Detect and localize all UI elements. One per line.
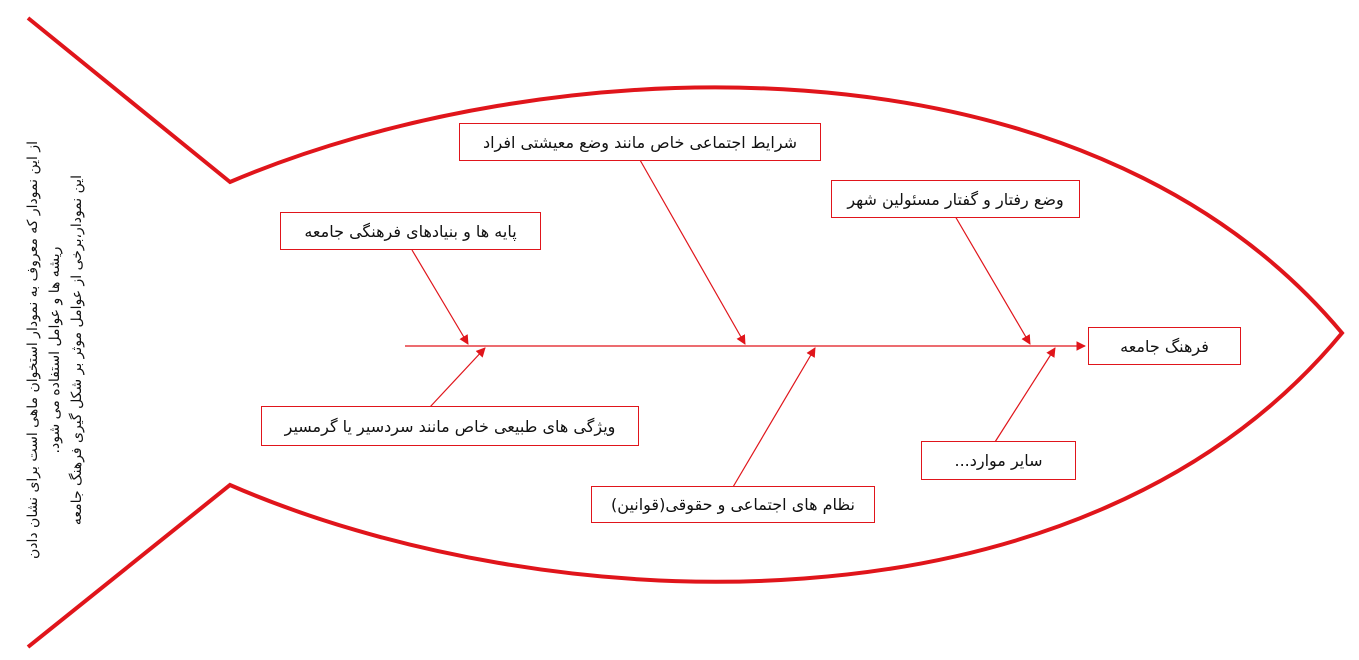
side-note [22,105,112,595]
bone-top-3 [955,216,1030,344]
cause-box-social-conditions: شرایط اجتماعی خاص مانند وضع معیشتی افراد [459,123,821,161]
side-note-line-3: این نمودار،برخی از عوامل موثر بر شکل گیری فرهنگ جامعه [69,174,85,526]
side-note-line-2: ریشه ها و عوامل استفاده می شود. [47,246,63,454]
cause-box-natural-features: ویژگی های طبیعی خاص مانند سردسیر یا گرمسیر [261,406,639,446]
bone-bottom-3 [995,348,1055,442]
cause-box-foundations: پایه ها و بنیادهای فرهنگی جامعه [280,212,541,250]
bone-bottom-2 [733,348,815,487]
effect-box: فرهنگ جامعه [1088,327,1241,365]
side-note-line-1: از این نمودار که معروف به نمودار استخوان ماهی است برای نشان دادن [25,140,41,560]
cause-box-legal-systems: نظام های اجتماعی و حقوقی(قوانین) [591,486,875,523]
cause-box-officials-behavior: وضع رفتار و گفتار مسئولین شهر [831,180,1080,218]
bone-top-2 [640,160,745,344]
bone-top-1 [412,250,468,344]
bone-bottom-1 [430,348,485,407]
cause-box-other: سایر موارد... [921,441,1076,480]
